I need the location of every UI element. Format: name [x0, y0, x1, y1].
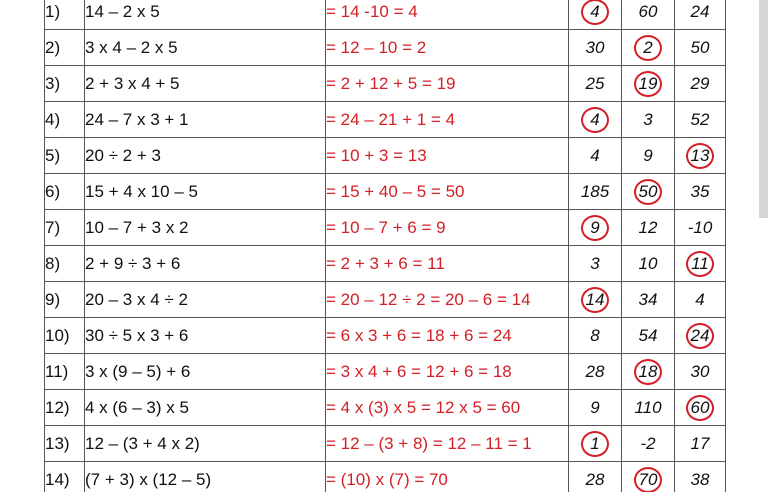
problem-number: 6) [45, 174, 85, 210]
problem-number: 7) [45, 210, 85, 246]
problem-expression: 14 – 2 x 5 [85, 0, 326, 30]
answer-option-cell [675, 210, 726, 246]
answer-option-cell [569, 462, 622, 492]
answer-option-cell [569, 210, 622, 246]
answer-option-cell [622, 246, 675, 282]
answer-option: 38 [690, 469, 710, 489]
answer-option-cell [675, 282, 726, 318]
table-row [45, 174, 726, 210]
problem-number: 9) [45, 282, 85, 318]
answer-option: 12 [638, 217, 658, 237]
answer-option-cell [622, 174, 675, 210]
worked-solution: = 20 – 12 ÷ 2 = 20 – 6 = 14 [326, 282, 569, 318]
answer-option-cell [675, 174, 726, 210]
answer-option-cell [569, 282, 622, 318]
problem-number: 8) [45, 246, 85, 282]
scrollbar-thumb[interactable] [759, 0, 768, 218]
table-row [45, 66, 726, 102]
problem-expression: 2 + 3 x 4 + 5 [85, 66, 326, 102]
circled-answer: 13 [686, 143, 714, 169]
answer-option-cell [622, 390, 675, 426]
worked-solution: = 14 -10 = 4 [326, 0, 569, 30]
table-body [45, 0, 726, 492]
answer-option-cell [569, 318, 622, 354]
table-row [45, 0, 726, 30]
circled-answer: 11 [686, 251, 714, 277]
answer-option-cell [675, 66, 726, 102]
answer-option: -2 [640, 433, 656, 453]
worked-solution: = 15 + 40 – 5 = 50 [326, 174, 569, 210]
worked-solution: = 12 – (3 + 8) = 12 – 11 = 1 [326, 426, 569, 462]
answer-option: 8 [590, 325, 600, 345]
circled-answer: 24 [686, 323, 714, 349]
answer-option-cell [569, 390, 622, 426]
problem-number: 10) [45, 318, 85, 354]
problem-number: 1) [45, 0, 85, 30]
answer-option-cell [675, 354, 726, 390]
problem-number: 2) [45, 30, 85, 66]
problem-number: 4) [45, 102, 85, 138]
problem-expression: 3 x (9 – 5) + 6 [85, 354, 326, 390]
problem-expression: 20 – 3 x 4 ÷ 2 [85, 282, 326, 318]
answer-option-cell [675, 102, 726, 138]
problem-number: 11) [45, 354, 85, 390]
answer-option: 9 [590, 397, 600, 417]
answer-option-cell [622, 0, 675, 30]
table-row [45, 102, 726, 138]
problem-number: 3) [45, 66, 85, 102]
table-row [45, 138, 726, 174]
answer-option: 24 [690, 1, 710, 21]
answer-option-cell [622, 210, 675, 246]
answer-option-cell [569, 0, 622, 30]
answer-option: 28 [585, 361, 605, 381]
answer-option: -10 [687, 217, 713, 237]
answer-option-cell [569, 138, 622, 174]
table-row [45, 354, 726, 390]
problem-expression: 15 + 4 x 10 – 5 [85, 174, 326, 210]
answer-option: 60 [638, 1, 658, 21]
answer-option: 9 [643, 145, 653, 165]
answer-option: 30 [690, 361, 710, 381]
table-row [45, 30, 726, 66]
problem-expression: 2 + 9 ÷ 3 + 6 [85, 246, 326, 282]
answer-option-cell [675, 426, 726, 462]
answer-option-cell [569, 66, 622, 102]
problem-number: 13) [45, 426, 85, 462]
answer-option-cell [622, 318, 675, 354]
worked-solution: = 2 + 3 + 6 = 11 [326, 246, 569, 282]
circled-answer: 19 [634, 71, 662, 97]
answer-option: 29 [690, 73, 710, 93]
problem-expression: 30 ÷ 5 x 3 + 6 [85, 318, 326, 354]
answer-option-cell [675, 30, 726, 66]
table-row [45, 426, 726, 462]
problem-number: 5) [45, 138, 85, 174]
problem-expression: (7 + 3) x (12 – 5) [85, 462, 326, 492]
worked-solution: = 4 x (3) x 5 = 12 x 5 = 60 [326, 390, 569, 426]
answer-option: 35 [690, 181, 710, 201]
answer-option-cell [675, 390, 726, 426]
answer-option-cell [675, 138, 726, 174]
circled-answer: 2 [634, 35, 662, 61]
circled-answer: 4 [581, 107, 609, 133]
problem-expression: 12 – (3 + 4 x 2) [85, 426, 326, 462]
answer-option-cell [622, 282, 675, 318]
table-row [45, 210, 726, 246]
circled-answer: 9 [581, 215, 609, 241]
circled-answer: 50 [634, 179, 662, 205]
answer-option: 185 [580, 181, 610, 201]
answer-option-cell [569, 354, 622, 390]
answer-option-cell [622, 30, 675, 66]
worked-solution: = 12 – 10 = 2 [326, 30, 569, 66]
circled-answer: 60 [686, 395, 714, 421]
circled-answer: 1 [581, 431, 609, 457]
answer-option-cell [675, 0, 726, 30]
answer-option: 3 [643, 109, 653, 129]
answer-option: 110 [634, 397, 662, 417]
problem-expression: 20 ÷ 2 + 3 [85, 138, 326, 174]
circled-answer: 4 [581, 0, 609, 25]
problem-number: 12) [45, 390, 85, 426]
answer-option: 3 [590, 253, 600, 273]
problem-number: 14) [45, 462, 85, 492]
answer-option-cell [622, 66, 675, 102]
worked-solution: = 2 + 12 + 5 = 19 [326, 66, 569, 102]
answer-option-cell [622, 354, 675, 390]
answer-option: 34 [638, 289, 658, 309]
circled-answer: 14 [581, 287, 609, 313]
answer-option-cell [569, 30, 622, 66]
problem-expression: 4 x (6 – 3) x 5 [85, 390, 326, 426]
answer-option-cell [622, 138, 675, 174]
worked-solution: = 6 x 3 + 6 = 18 + 6 = 24 [326, 318, 569, 354]
answer-option-cell [569, 246, 622, 282]
answer-option: 10 [638, 253, 658, 273]
worked-solution: = 10 – 7 + 6 = 9 [326, 210, 569, 246]
worked-solution: = 24 – 21 + 1 = 4 [326, 102, 569, 138]
answer-option: 30 [585, 37, 605, 57]
table-row [45, 462, 726, 492]
answer-option-cell [675, 318, 726, 354]
answer-option: 50 [690, 37, 710, 57]
answer-option: 17 [690, 433, 710, 453]
worked-solution: = 3 x 4 + 6 = 12 + 6 = 18 [326, 354, 569, 390]
circled-answer: 70 [634, 467, 662, 492]
answer-option-cell [622, 426, 675, 462]
answer-option: 4 [695, 289, 705, 309]
answer-option-cell [622, 462, 675, 492]
worked-solution: = (10) x (7) = 70 [326, 462, 569, 492]
table-row [45, 318, 726, 354]
answer-option: 28 [585, 469, 605, 489]
worked-solution: = 10 + 3 = 13 [326, 138, 569, 174]
answer-option: 52 [690, 109, 710, 129]
answer-option-cell [569, 426, 622, 462]
answer-option: 4 [590, 145, 600, 165]
problem-expression: 3 x 4 – 2 x 5 [85, 30, 326, 66]
table-row [45, 390, 726, 426]
answer-option-cell [675, 246, 726, 282]
answer-option-cell [569, 102, 622, 138]
answer-option: 54 [638, 325, 658, 345]
table-row [45, 282, 726, 318]
problem-expression: 10 – 7 + 3 x 2 [85, 210, 326, 246]
circled-answer: 18 [634, 359, 662, 385]
order-of-operations-table [44, 0, 726, 492]
answer-option-cell [622, 102, 675, 138]
problem-expression: 24 – 7 x 3 + 1 [85, 102, 326, 138]
answer-option-cell [569, 174, 622, 210]
answer-option-cell [675, 462, 726, 492]
answer-option: 25 [585, 73, 605, 93]
table-row [45, 246, 726, 282]
